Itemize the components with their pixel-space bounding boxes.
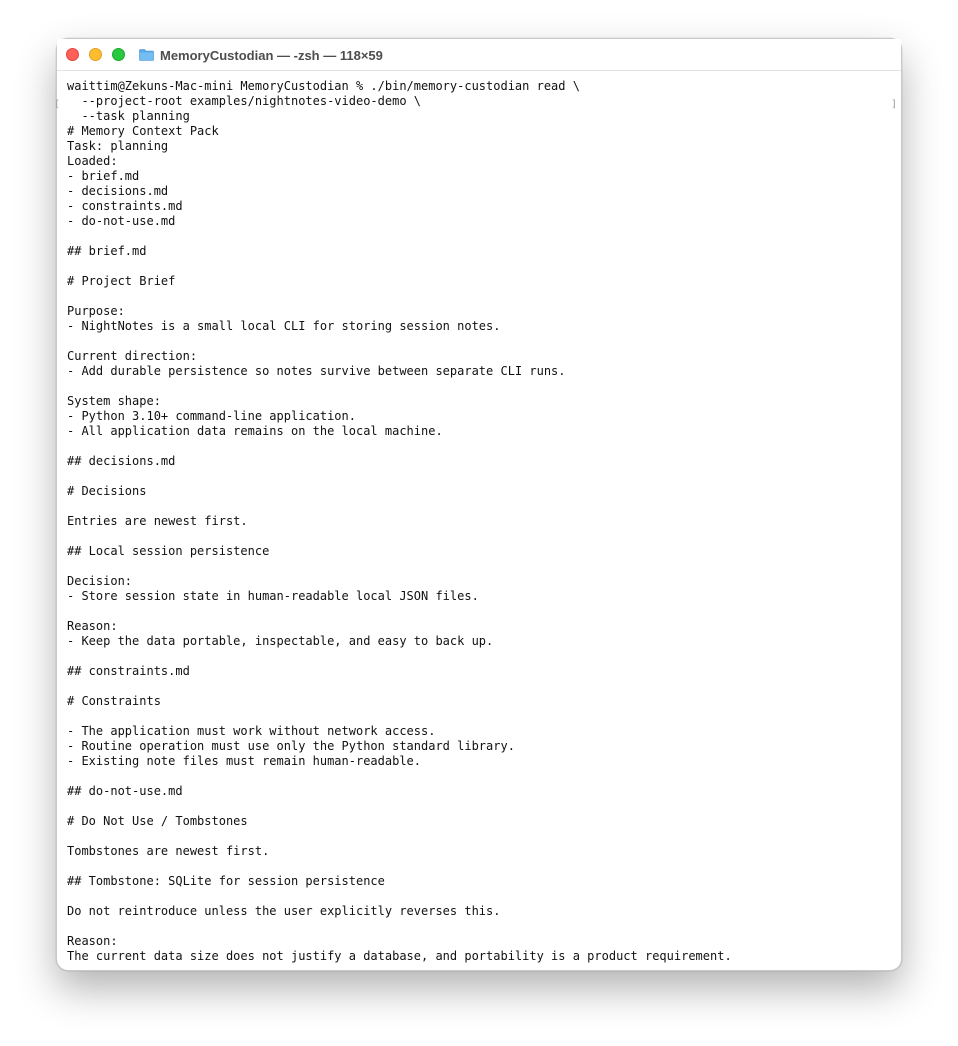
terminal-line: Entries are newest first. — [67, 514, 248, 528]
terminal-window — [56, 38, 902, 971]
terminal-line — [67, 289, 891, 304]
terminal-line: Loaded: — [67, 154, 118, 168]
terminal-line: Do not reintroduce unless the user explicitly reverses this. — [67, 904, 501, 918]
terminal-line — [67, 919, 891, 934]
terminal-line — [67, 604, 891, 619]
terminal-line: Task: planning — [67, 139, 169, 153]
terminal-line: Purpose: — [67, 304, 125, 318]
terminal-line: # Do Not Use / Tombstones — [67, 814, 248, 828]
terminal-line: --task planning — [67, 109, 190, 123]
folder-icon — [139, 49, 154, 61]
terminal-line: --project-root examples/nightnotes-video-demo \ — [67, 94, 422, 108]
terminal-line: - decisions.md — [67, 184, 169, 198]
terminal-line: - brief.md — [67, 169, 140, 183]
terminal-line: - All application data remains on the local machine. — [67, 424, 443, 438]
terminal-line: ## Tombstone: SQLite for session persistence — [67, 874, 385, 888]
terminal-line: - do-not-use.md — [67, 214, 176, 228]
terminal-line: ## constraints.md — [67, 664, 190, 678]
terminal-line: - Existing note files must remain human-readable. — [67, 754, 422, 768]
terminal-line — [67, 469, 891, 484]
terminal-line: # Memory Context Pack — [67, 124, 219, 138]
mark-bracket-left: [ — [54, 99, 61, 110]
title-bar[interactable] — [57, 39, 901, 71]
terminal-line: - Python 3.10+ command-line application. — [67, 409, 356, 423]
terminal-line — [67, 649, 891, 664]
terminal-line: ## decisions.md — [67, 454, 176, 468]
terminal-line — [67, 499, 891, 514]
terminal-line — [67, 334, 891, 349]
terminal-line: System shape: — [67, 394, 161, 408]
terminal-line — [67, 889, 891, 904]
terminal-line — [67, 799, 891, 814]
terminal-line: - Store session state in human-readable local JSON files. — [67, 589, 479, 603]
terminal-line — [67, 559, 891, 574]
terminal-line: - constraints.md — [67, 199, 183, 213]
terminal-line: Reason: — [67, 619, 118, 633]
terminal-line: - Routine operation must use only the Python standard library. — [67, 739, 515, 753]
terminal-line: - The application must work without network access. — [67, 724, 436, 738]
terminal-line: - NightNotes is a small local CLI for storing session notes. — [67, 319, 501, 333]
minimize-button[interactable] — [89, 48, 102, 61]
close-button[interactable] — [66, 48, 79, 61]
terminal-line — [67, 859, 891, 874]
terminal-line: ## Local session persistence — [67, 544, 270, 558]
terminal-line — [67, 229, 891, 244]
terminal-line: waittim@Zekuns-Mac-mini MemoryCustodian % ./bin/memory-custodian read \ — [67, 79, 580, 93]
terminal-line: Decision: — [67, 574, 133, 588]
window-title-group — [139, 39, 383, 71]
terminal-line — [67, 439, 891, 454]
terminal-line — [67, 709, 891, 724]
terminal-line: Current direction: — [67, 349, 198, 363]
window-title: MemoryCustodian — -zsh — 118×59 — [160, 47, 383, 63]
terminal-line: # Decisions — [67, 484, 147, 498]
terminal-line: Tombstones are newest first. — [67, 844, 270, 858]
terminal-line — [67, 259, 891, 274]
terminal-line — [67, 529, 891, 544]
terminal-line: Reason: — [67, 934, 118, 948]
terminal-output[interactable] — [67, 79, 891, 970]
terminal-line: - Keep the data portable, inspectable, and easy to back up. — [67, 634, 494, 648]
terminal-line — [67, 769, 891, 784]
terminal-line — [67, 379, 891, 394]
terminal-line: # Project Brief — [67, 274, 176, 288]
terminal-line: ## brief.md — [67, 244, 147, 258]
terminal-line: The current data size does not justify a database, and portability is a product requirement. — [67, 949, 732, 963]
terminal-line — [67, 679, 891, 694]
mark-bracket-right: ] — [890, 99, 897, 110]
terminal-line: ## do-not-use.md — [67, 784, 183, 798]
zoom-button[interactable] — [112, 48, 125, 61]
terminal-line: - Add durable persistence so notes survive between separate CLI runs. — [67, 364, 566, 378]
terminal-line: # Constraints — [67, 694, 161, 708]
terminal-line — [67, 829, 891, 844]
